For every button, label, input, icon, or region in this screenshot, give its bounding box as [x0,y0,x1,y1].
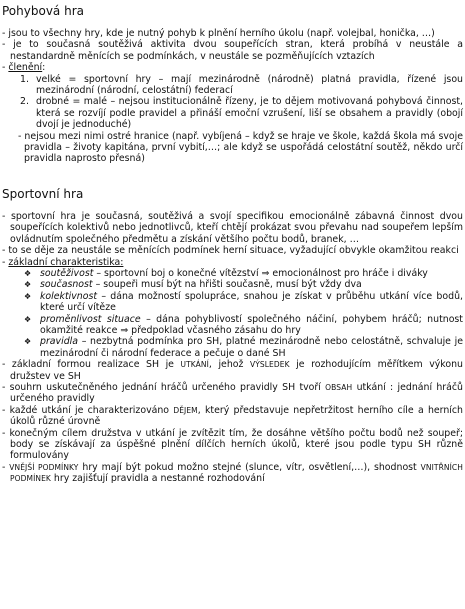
paragraph: - to se děje za neustále se měnících podmínek herní situace, vyžadující obvykle okamžitou reakci [2,245,459,257]
section-title-pohybova-hra: Pohybová hra [2,4,84,18]
list-item: ❖ pravidla – nezbytná podmínka pro SH, platné mezinárodně nebo celostátně, schvaluje je mezinárodní či národní federace a pečuje o dané SH [24,336,463,359]
subheading-cleneni: - členění: [2,62,46,74]
paragraph: - jsou to všechny hry, kde je nutný pohyb k plnění herního úkolu (např. volejbal, honička, …) [2,28,435,39]
bullet-list [24,268,463,359]
bullet-icon: ❖ [24,280,32,290]
bullet-icon: ❖ [24,268,32,278]
note-paragraph: - nejsou mezi nimi ostré hranice (např. vybíjená – když se hraje ve škole, každá škola má svoje pravidla – životy kapitána, první vybití,…; ale když se uspořádá celostátní soutěž, někdo určí pravidla naprosto přesná) [18,130,463,165]
list-item: 1. velké = sportovní hry – mají mezinárodně (národně) platná pravidla, řízené jsou mezinárodní (národní, celostátní) federací [20,73,463,97]
paragraph: - je to současná soutěživá aktivita dvou soupeřících stran, která probíhá v neustále a nestandardně měnících se podmínkách, v neustále se pozměňujících vztazích [2,39,463,62]
list-item: ❖ kolektivnost – dána možností spolupráce, snahou je získat v průběhu utkání více bodů, které určí vítěze [24,290,463,314]
list-item: ❖ současnost – soupeři musí být na hřišti současně, musí být vždy dva [24,279,362,291]
paragraph: - souhrn uskutečněného jednání hráčů určeného pravidly SH tvoří OBSAH utkání : jednání hráčů určeného pravidly [2,381,463,405]
document-page [2,4,463,485]
zakladni-label: základní charakteristika: [8,256,124,268]
list-item: ❖ soutěživost – sportovní boj o konečné vítězství ⇒ emocionálnost pro hráče i diváky [24,267,428,279]
bullet-icon: ❖ [24,337,32,347]
paragraph: - každé utkání je charakterizováno DĚJEM, který představuje nepřetržitost herního cíle a herních úkolů různé úrovně [2,404,463,428]
paragraph: - sportovní hra je současná, soutěživá a svojí specifikou emocionálně zábavná činnost dvou soupeřících kolektivů nebo jednotlivců, kteří chtějí prokázat svou převahu nad soupeřem lepším ovládnutím společného předmětu a získání většího počtu bodů, branek, … [2,210,463,245]
paragraph: - VNĚJŠÍ PODMÍNKY hry mají být pokud možno stejné (slunce, vítr, osvětlení,…), shodnost VNITŘNÍCH PODMÍNEK hry zajišťují pravidla a nestanné rozhodování [2,461,463,485]
subheading-zakladni: - základní charakteristika: [2,256,124,268]
bullet-icon: ❖ [24,314,32,324]
bullet-icon: ❖ [24,291,32,301]
list-item: 2. drobné = malé – nejsou institucionálně řízeny, je to dějem motivovaná pohybová činnost, která se rozvíjí podle pravidel a přináší emoční vzrušení, liší se obsahem a pravidly (obojí dvojí je jednoduché) [20,96,463,131]
ordered-list [20,74,463,131]
section-title-sportovni-hra: Sportovní hra [2,186,84,201]
list-item: ❖ proměnlivost situace – dána pohyblivostí společného náčiní, pohybem hráčů; nutnost okamžité reakce ⇒ předpoklad včasného zásahu do hry [24,313,463,336]
paragraph: - základní formou realizace SH je UTKÁNÍ, jehož VÝSLEDEK je rozhodujícím měřítkem výkonu družstev ve SH [2,359,463,382]
paragraph: - konečným cílem družstva v utkání je zvítězit tím, že dosáhne většího počtu bodů než soupeř; body se získávají za úspěšné plnění dílčích herních úkolů, které jsou podle typu SH různě formulovány [2,427,463,462]
cleneni-label: členění [8,62,43,74]
